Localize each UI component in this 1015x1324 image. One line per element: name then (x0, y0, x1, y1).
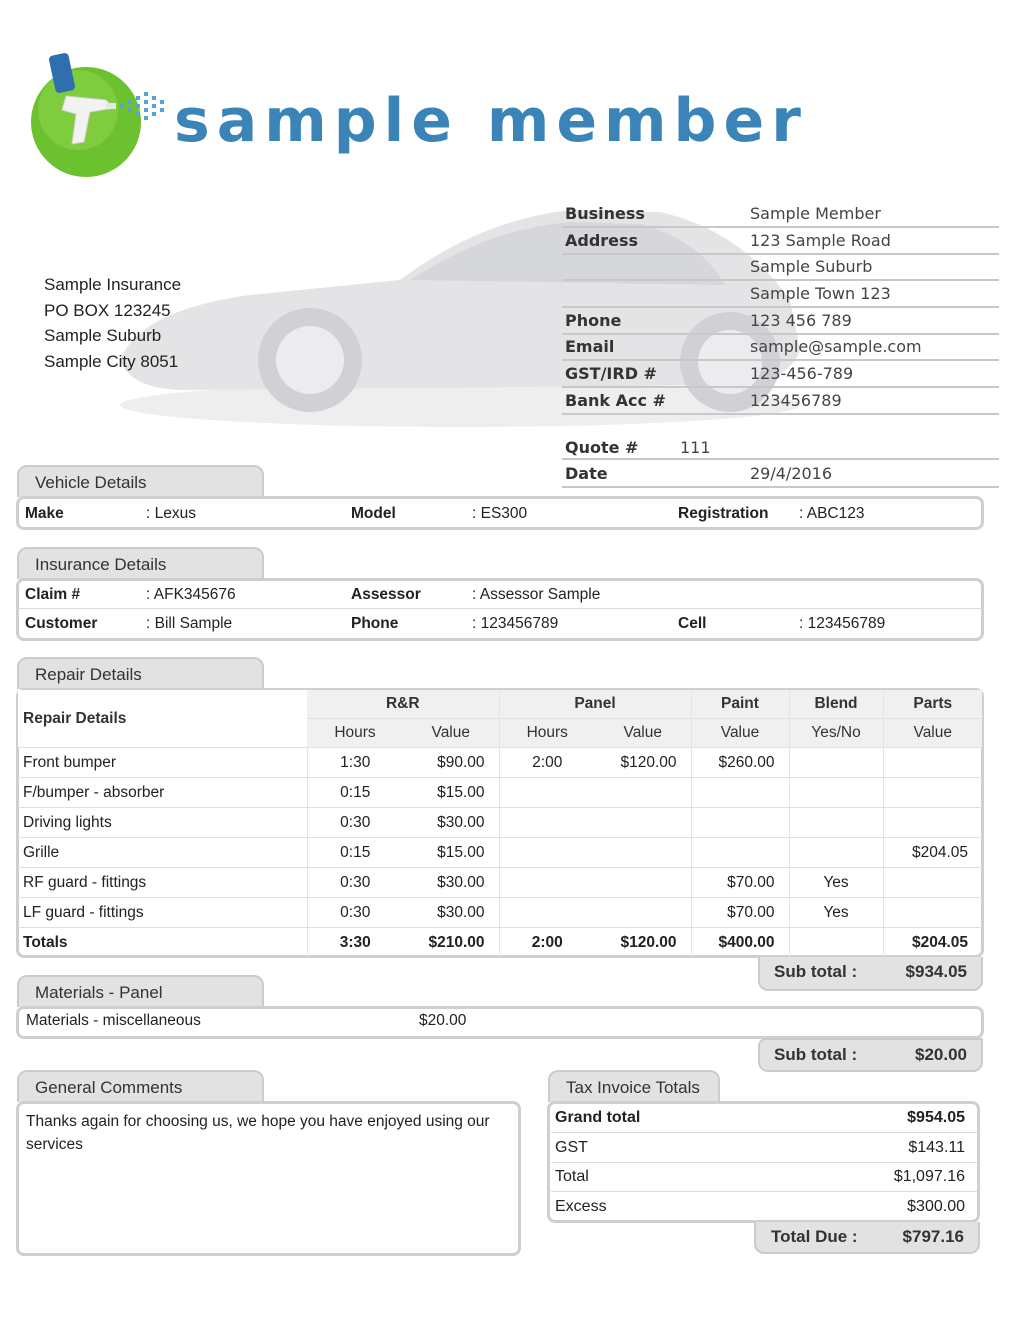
rr-value-total: $210.00 (428, 933, 485, 951)
address-line-1: 123 Sample Road (750, 231, 891, 250)
panel-hours: 2:00 (499, 748, 595, 778)
paint-value (691, 778, 789, 808)
customer-phone-value: : 123456789 (472, 615, 559, 632)
paint-value-total: $400.00 (691, 928, 789, 958)
excess-value: $300.00 (907, 1198, 965, 1215)
phone-label: Phone (565, 311, 622, 330)
rr-hours-header: Hours (307, 719, 403, 748)
panel-hours (499, 778, 595, 808)
blend-group-header: Blend (789, 690, 883, 719)
email-value: sample@sample.com (750, 337, 922, 356)
blend-value: Yes (789, 868, 883, 898)
spray-gun-logo-icon (28, 50, 173, 185)
rr-hours: 0:15 (307, 778, 403, 808)
panel-hours (499, 808, 595, 838)
panel-value-total: $120.00 (620, 933, 677, 951)
excess-row (551, 1192, 977, 1221)
repair-subtotal (758, 957, 983, 991)
business-value: Sample Member (750, 204, 881, 223)
quote-label: Quote # (565, 438, 639, 457)
blend-value: Yes (789, 898, 883, 928)
business-row (562, 200, 999, 228)
blend-value-total (789, 928, 883, 958)
repair-subtotal-label: Sub total : (774, 962, 858, 981)
panel-value (595, 898, 691, 928)
repair-details-tab: Repair Details (17, 657, 264, 689)
claim-value: : AFK345676 (146, 586, 236, 603)
rr-hours-total: 3:30 (307, 928, 403, 958)
date-value: 29/4/2016 (750, 464, 833, 483)
cell-value: : 123456789 (799, 615, 886, 632)
general-comments-tab: General Comments (17, 1070, 264, 1102)
rr-value: $15.00 (403, 838, 499, 868)
table-row (18, 898, 982, 928)
vehicle-details-tab: Vehicle Details (17, 465, 264, 497)
rr-hours: 0:30 (307, 868, 403, 898)
excess-label: Excess (555, 1198, 607, 1215)
panel-value (595, 778, 691, 808)
blend-value (789, 778, 883, 808)
materials-subtotal (758, 1038, 983, 1072)
cell-label: Cell (678, 615, 707, 632)
rr-hours: 1:30 (307, 748, 403, 778)
divider (562, 458, 999, 460)
paint-value: $70.00 (691, 868, 789, 898)
address-row (562, 253, 999, 281)
gst-total-row (551, 1133, 977, 1163)
materials-panel-tab: Materials - Panel (17, 975, 264, 1007)
repair-row-header: Repair Details (18, 690, 307, 748)
panel-value-header: Value (595, 719, 691, 748)
tax-invoice-totals-tab: Tax Invoice Totals (548, 1070, 720, 1102)
totals-label: Totals (23, 933, 68, 951)
item-name: Driving lights (18, 808, 307, 838)
rr-value: $15.00 (403, 778, 499, 808)
gst-total-value: $143.11 (908, 1139, 965, 1156)
parts-group-header: Parts (883, 690, 982, 719)
address-line-3: Sample Town 123 (750, 284, 891, 303)
email-row (562, 333, 999, 361)
item-name: LF guard - fittings (18, 898, 307, 928)
divider (19, 608, 981, 609)
parts-value (883, 808, 982, 838)
general-comments-text: Thanks again for choosing us, we hope you have enjoyed using our services (26, 1113, 490, 1153)
item-name: Front bumper (18, 748, 307, 778)
total-label: Total (555, 1168, 589, 1185)
bank-row (562, 387, 999, 415)
panel-value (595, 808, 691, 838)
panel-hours (499, 898, 595, 928)
address-label: Address (565, 231, 639, 250)
repair-subtotal-value: $934.05 (905, 962, 967, 981)
panel-value (595, 868, 691, 898)
model-value: : ES300 (472, 505, 528, 522)
parts-value-header: Value (883, 719, 982, 748)
paint-value (691, 838, 789, 868)
phone-row (562, 307, 999, 335)
insurer-address-line: PO BOX 123245 (44, 300, 171, 320)
insurer-address-line: Sample Insurance (44, 275, 182, 294)
table-row (18, 838, 982, 868)
item-name: Grille (18, 838, 307, 868)
date-row (562, 460, 999, 488)
total-due-label: Total Due : (771, 1227, 858, 1246)
grand-total-value: $954.05 (907, 1109, 965, 1126)
paint-value: $260.00 (691, 748, 789, 778)
business-label: Business (565, 204, 645, 223)
rr-value: $30.00 (403, 898, 499, 928)
customer-value: : Bill Sample (146, 615, 233, 632)
total-due (754, 1222, 980, 1254)
panel-hours (499, 838, 595, 868)
table-row (18, 748, 982, 778)
table-row (18, 808, 982, 838)
assessor-value: : Assessor Sample (472, 586, 601, 603)
repair-table (18, 690, 982, 957)
phone-value: 123 456 789 (750, 311, 852, 330)
date-label: Date (565, 464, 608, 483)
table-row (18, 868, 982, 898)
total-due-value: $797.16 (902, 1227, 964, 1246)
materials-subtotal-label: Sub total : (774, 1045, 858, 1064)
panel-group-header: Panel (499, 690, 691, 719)
paint-value: $70.00 (691, 898, 789, 928)
gst-total-label: GST (555, 1139, 588, 1156)
registration-value: : ABC123 (799, 505, 865, 522)
materials-subtotal-value: $20.00 (915, 1045, 967, 1064)
grand-total-row (551, 1103, 977, 1133)
blend-value (789, 748, 883, 778)
panel-hours (499, 868, 595, 898)
rr-hours: 0:30 (307, 898, 403, 928)
bank-label: Bank Acc # (565, 391, 666, 410)
parts-value-total: $204.05 (883, 928, 982, 958)
quote-value: 111 (680, 438, 711, 457)
materials-item-label: Materials - miscellaneous (26, 1012, 201, 1029)
rr-value: $30.00 (403, 868, 499, 898)
blend-value (789, 808, 883, 838)
make-label: Make (25, 505, 64, 522)
panel-hours-header: Hours (499, 719, 595, 748)
materials-item-value: $20.00 (419, 1012, 467, 1029)
email-label: Email (565, 337, 615, 356)
customer-phone-label: Phone (351, 615, 399, 632)
grand-total-label: Grand total (555, 1109, 641, 1126)
insurer-address-line: Sample Suburb (44, 326, 162, 345)
assessor-label: Assessor (351, 586, 421, 603)
address-row (562, 227, 999, 255)
make-value: : Lexus (146, 505, 196, 522)
gst-value: 123-456-789 (750, 364, 854, 383)
panel-hours-total: 2:00 (499, 928, 595, 958)
blend-value-header: Yes/No (789, 719, 883, 748)
address-line-2: Sample Suburb (750, 257, 873, 276)
insurer-address (44, 272, 181, 374)
panel-value: $120.00 (595, 748, 691, 778)
registration-label: Registration (678, 505, 769, 522)
parts-value (883, 778, 982, 808)
claim-label: Claim # (25, 586, 81, 603)
insurer-address-line: Sample City 8051 (44, 351, 179, 371)
table-row (18, 778, 982, 808)
parts-value (883, 748, 982, 778)
parts-value: $204.05 (883, 838, 982, 868)
rr-hours: 0:30 (307, 808, 403, 838)
rr-group-header: R&R (307, 690, 499, 719)
quote-row (562, 434, 999, 460)
rr-value: $90.00 (403, 748, 499, 778)
address-row (562, 280, 999, 308)
paint-value (691, 808, 789, 838)
bank-value: 123456789 (750, 391, 842, 410)
totals-row (18, 928, 982, 958)
gst-row (562, 360, 999, 388)
parts-value (883, 868, 982, 898)
paint-group-header: Paint (691, 690, 789, 719)
model-label: Model (351, 505, 396, 522)
total-value: $1,097.16 (893, 1168, 965, 1185)
brand-name: sample member (174, 86, 808, 156)
item-name: RF guard - fittings (18, 868, 307, 898)
customer-label: Customer (25, 615, 98, 632)
rr-value-header: Value (403, 719, 499, 748)
rr-hours: 0:15 (307, 838, 403, 868)
paint-value-header: Value (691, 719, 789, 748)
blend-value (789, 838, 883, 868)
rr-value: $30.00 (403, 808, 499, 838)
gst-label: GST/IRD # (565, 364, 657, 383)
item-name: F/bumper - absorber (18, 778, 307, 808)
insurance-details-tab: Insurance Details (17, 547, 264, 579)
total-row (551, 1162, 977, 1192)
panel-value (595, 838, 691, 868)
parts-value (883, 898, 982, 928)
